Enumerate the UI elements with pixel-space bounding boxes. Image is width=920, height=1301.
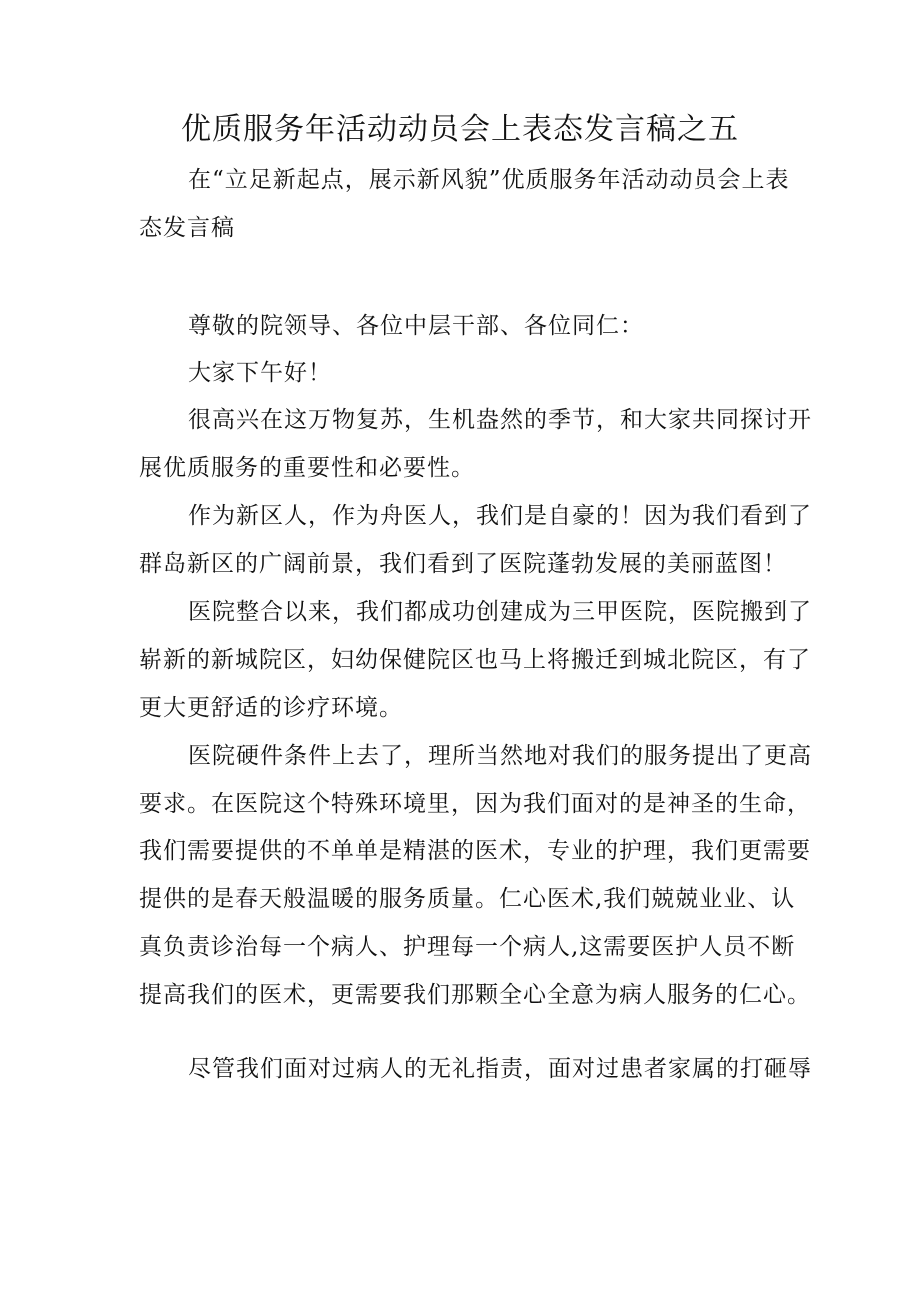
text-line: 更大更舒适的诊疗环境。 [139, 695, 403, 721]
text-line: 大家下午好！ [188, 360, 332, 386]
text-line: 作为新区人，作为舟医人，我们是自豪的！因为我们看到了 [188, 503, 812, 529]
text-line: 态发言稿 [139, 215, 235, 241]
text-line: 展优质服务的重要性和必要性。 [139, 455, 475, 481]
text-line: 要求。在医院这个特殊环境里，因为我们面对的是神圣的生命， [139, 791, 811, 817]
text-line: 提供的是春天般温暖的服务质量。仁心医术,我们兢兢业业、认 [139, 886, 796, 912]
text-line: 我们需要提供的不单单是精湛的医术，专业的护理，我们更需要 [139, 838, 811, 864]
text-line: 尊敬的院领导、各位中层干部、各位同仁： [188, 313, 644, 339]
text-line: 医院整合以来，我们都成功创建成为三甲医院，医院搬到了 [188, 599, 812, 625]
text-line: 医院硬件条件上去了，理所当然地对我们的服务提出了更高 [188, 743, 812, 769]
text-line: 提高我们的医术，更需要我们那颗全心全意为病人服务的仁心。 [139, 982, 811, 1008]
document-title: 优质服务年活动动员会上表态发言稿之五 [181, 112, 739, 147]
text-line: 真负责诊治每一个病人、护理每一个病人,这需要医护人员不断 [139, 934, 796, 960]
text-line: 尽管我们面对过病人的无礼指责，面对过患者家属的打砸辱 [188, 1056, 812, 1082]
text-line: 在“立足新起点，展示新风貌”优质服务年活动动员会上表 [188, 167, 790, 193]
text-line: 崭新的新城院区，妇幼保健院区也马上将搬迁到城北院区，有了 [139, 647, 811, 673]
text-line: 很高兴在这万物复苏，生机盎然的季节，和大家共同探讨开 [188, 407, 812, 433]
text-line: 群岛新区的广阔前景，我们看到了医院蓬勃发展的美丽蓝图！ [139, 551, 787, 577]
